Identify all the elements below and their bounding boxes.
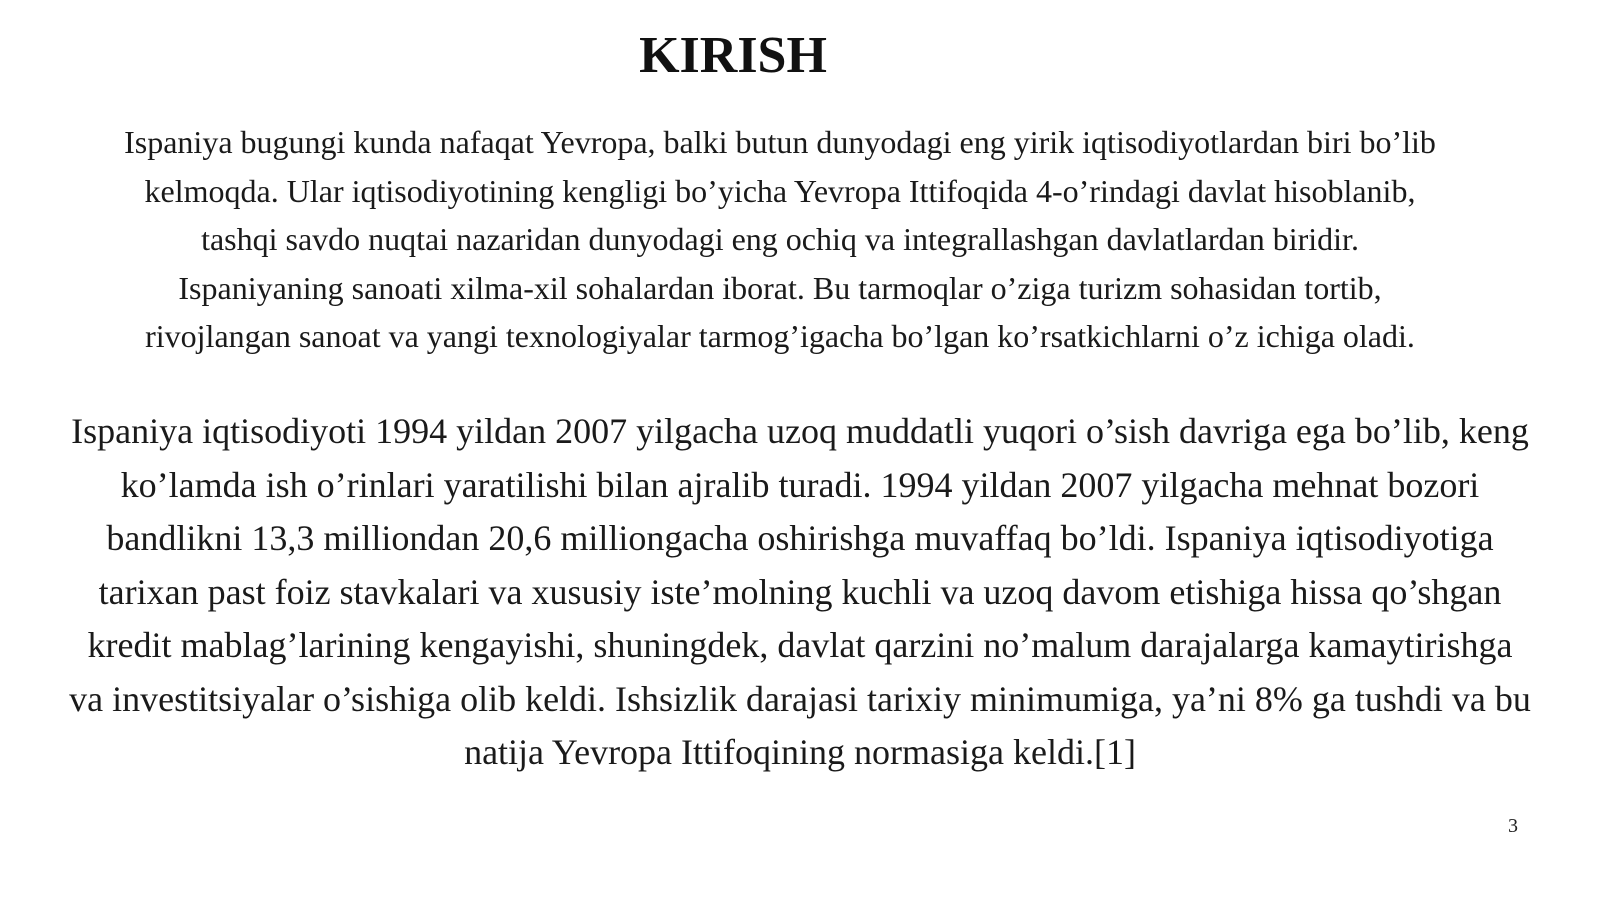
intro-paragraph [30,118,1530,361]
body-line: tarixan past foiz stavkalari va xususiy iste’molning kuchli va uzoq davom etishiga hissa qo’shgan [98,571,1502,612]
body-paragraph [0,405,1600,780]
intro-line: rivojlangan sanoat va yangi texnologiyalar tarmog’igacha bo’lgan ko’rsatkichlarni o’z ichiga oladi. [145,318,1415,354]
body-line: va investitsiyalar o’sishiga olib keldi. Ishsizlik darajasi tarixiy minimumiga, ya’ni 8% ga tushdi va bu [69,678,1531,719]
intro-line: tashqi savdo nuqtai nazaridan dunyodagi eng ochiq va integrallashgan davlatlardan biridir. [201,221,1359,257]
intro-line: Ispaniya bugungi kunda nafaqat Yevropa, balki butun dunyodagi eng yirik iqtisodiyotlardan biri bo’lib [124,124,1436,160]
intro-line: Ispaniyaning sanoati xilma-xil sohalardan iborat. Bu tarmoqlar o’ziga turizm sohasidan tortib, [178,269,1382,306]
body-line: natija Yevropa Ittifoqining normasiga keldi.[1] [464,732,1136,772]
body-line: kredit mablag’larining kengayishi, shuningdek, davlat qarzini no’malum darajalarga kamaytirishga [87,625,1513,665]
body-line: ko’lamda ish o’rinlari yaratilishi bilan ajralib turadi. 1994 yildan 2007 yilgacha mehnat bozori [120,464,1480,505]
body-line: bandlikni 13,3 milliondan 20,6 milliongacha oshirishga muvaffaq bo’ldi. Ispaniya iqtisodiyotiga [106,518,1494,558]
slide-title: KIRISH [639,27,827,84]
body-line: Ispaniya iqtisodiyoti 1994 yildan 2007 yilgacha uzoq muddatli yuqori o’sish davriga ega bo’lib, keng [71,411,1529,451]
page-number: 3 [1508,815,1518,837]
intro-line: kelmoqda. Ular iqtisodiyotining kengligi bo’yicha Yevropa Ittifoqida 4-o’rindagi davlat hisoblanib, [144,172,1416,209]
